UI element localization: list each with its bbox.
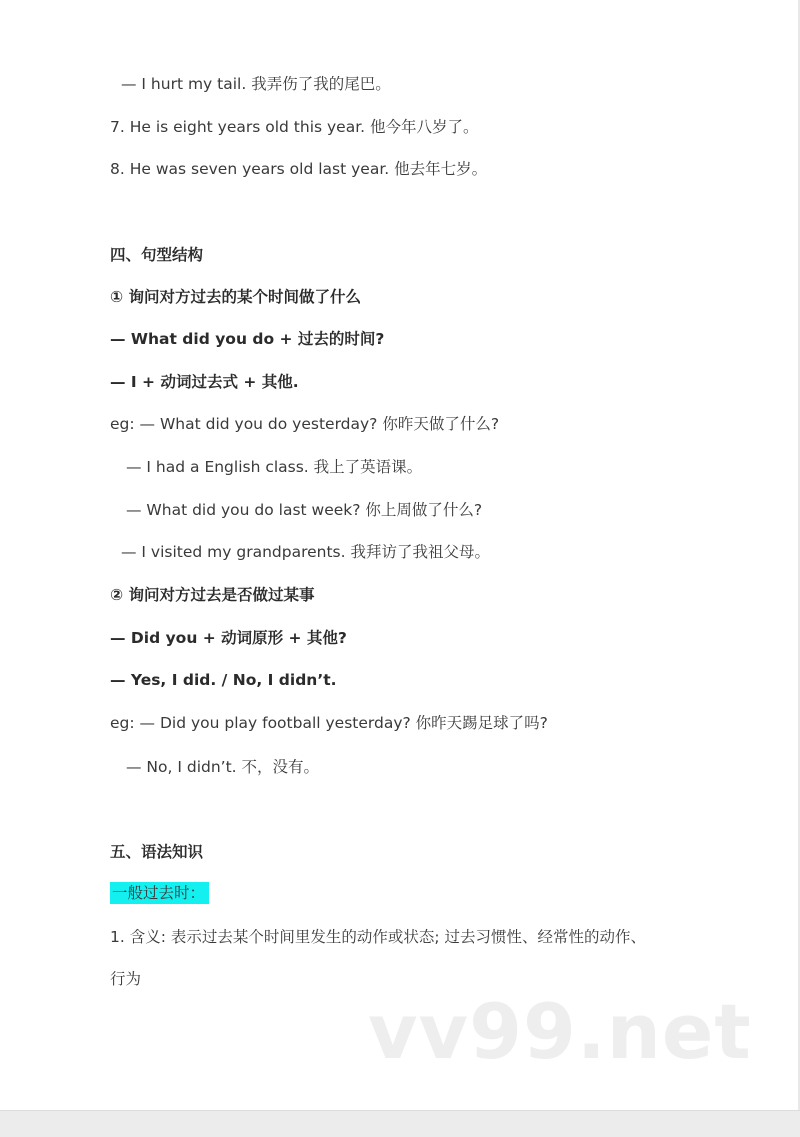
section-heading-sentence-structure: 四、句型结构 (110, 246, 204, 264)
example-sentence-7: 7. He is eight years old this year. 他今年八岁了。 (110, 118, 479, 136)
example-answer-2: — I visited my grandparents. 我拜访了我祖父母。 (121, 543, 490, 561)
watermark: vv99.net (368, 987, 752, 1076)
example-question-1: eg: — What did you do yesterday? 你昨天做了什么? (110, 415, 500, 433)
pattern-answer-1: — I + 动词过去式 + 其他. (110, 373, 299, 391)
section-heading-grammar: 五、语法知识 (110, 843, 204, 861)
example-answer-3: — No, I didn’t. 不，没有。 (126, 758, 320, 776)
pattern-answer-2: — Yes, I did. / No, I didn’t. (110, 671, 337, 689)
example-question-3: eg: — Did you play football yesterday? 你昨天踢足球了吗? (110, 714, 548, 732)
pattern-heading-2: ② 询问对方过去是否做过某事 (110, 586, 315, 604)
dialogue-line: — I hurt my tail. 我弄伤了我的尾巴。 (121, 75, 391, 93)
pattern-question-2: — Did you + 动词原形 + 其他? (110, 629, 347, 647)
bottom-bar (0, 1110, 800, 1137)
definition-line: 1. 含义: 表示过去某个时间里发生的动作或状态; 过去习惯性、经常性的动作、 (110, 928, 647, 946)
highlighted-topic-text: 一般过去时： (110, 882, 209, 904)
pattern-heading-1: ① 询问对方过去的某个时间做了什么 (110, 288, 362, 306)
example-sentence-8: 8. He was seven years old last year. 他去年七岁。 (110, 160, 488, 178)
example-answer-1: — I had a English class. 我上了英语课。 (126, 458, 423, 476)
pattern-question-1: — What did you do + 过去的时间? (110, 330, 385, 348)
definition-continuation: 行为 (110, 970, 142, 988)
example-question-2: — What did you do last week? 你上周做了什么? (126, 501, 483, 519)
highlighted-topic (110, 882, 209, 904)
